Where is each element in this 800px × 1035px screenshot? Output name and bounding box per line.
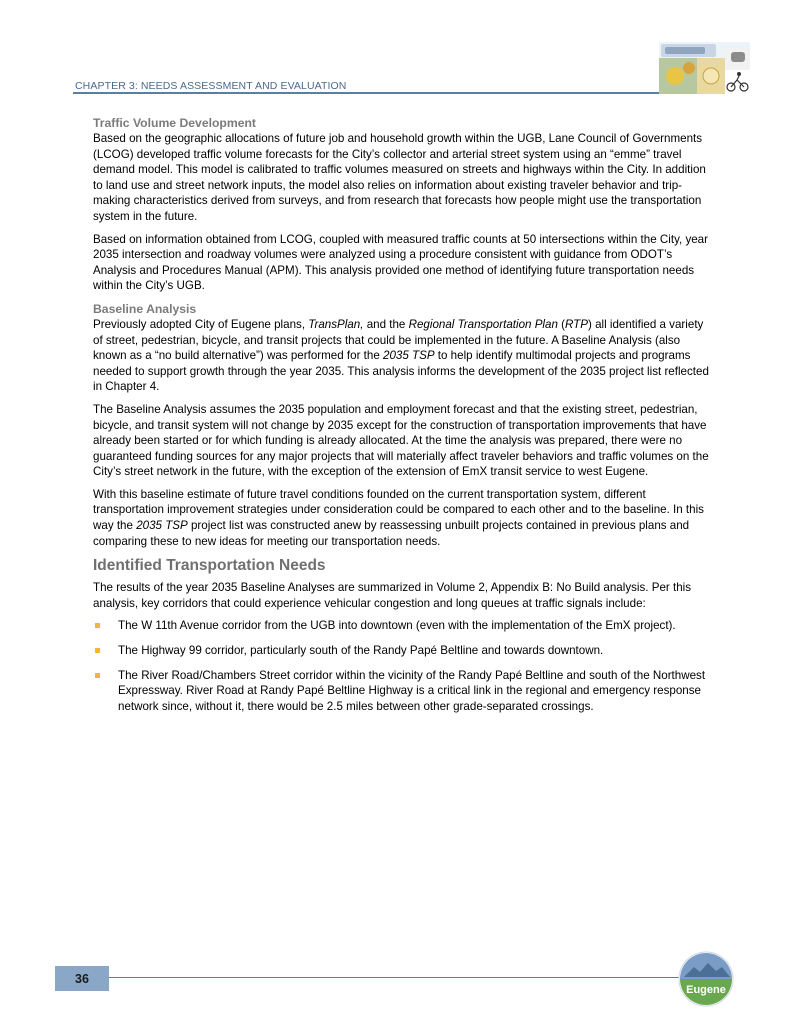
heading-traffic-volume: Traffic Volume Development <box>93 116 256 130</box>
paragraph: Previously adopted City of Eugene plans, TransPlan, and the Regional Transportation Plan (RTP) all identified a variety of street, pedestrian, bicycle, and transit projects that could be implemented in the future. A Baseline Analysis (also known as a “no build alternative”) was performed for the 2035 TSP to help identify multimodal projects and programs needed to support growth through the year 2035. This analysis informs the development of the 2035 project list reflected in Chapter 4. <box>93 317 709 394</box>
bullet-icon <box>95 623 100 628</box>
paragraph: The Baseline Analysis assumes the 2035 population and employment forecast and that the existing street, pedestrian, bicycle, and transit system will not change by 2035 except for the construction of transportation improvements that have already been started or for which funding is already allocated. At the time the analysis was prepared, there were no guaranteed funding sources for any major projects that will materially affect traveler behaviors and traffic volumes on the City’s street network in the future, with the exception of the extension of EmX transit service to west Eugene. <box>93 402 709 479</box>
logo-text: Eugene <box>686 984 726 996</box>
eugene-logo-icon <box>678 951 734 1007</box>
list-item: The Highway 99 corridor, particularly south of the Randy Papé Beltline and towards downtown. <box>93 643 713 659</box>
header-divider <box>73 92 750 94</box>
heading-baseline-analysis: Baseline Analysis <box>93 301 197 316</box>
paragraph: With this baseline estimate of future travel conditions founded on the current transportation system, different transportation improvement strategies under consideration could be compared to each other and to the baseline. In this way the 2035 TSP project list was constructed anew by reassessing unbuilt projects contained in previous plans and comparing these to new ideas for meeting our transportation needs. <box>93 487 704 548</box>
corridor-list <box>93 618 713 714</box>
paragraph: The results of the year 2035 Baseline Analyses are summarized in Volume 2, Appendix B: No Build analysis. Per this analysis, key corridors that could experience vehicular congestion and long queues at traffic signals include: <box>93 581 692 610</box>
transportation-collage-icon <box>659 42 750 94</box>
page-number: 36 <box>55 966 109 991</box>
paragraph: Based on the geographic allocations of future job and household growth within the UGB, Lane Council of Governments (LCOG) developed traffic volume forecasts for the City’s collector and arterial street system using an “emme” travel demand model. This model is calibrated to traffic volumes measured on streets and highways within the City. In addition to land use and street network inputs, the model also relies on information about existing traveler behavior and trip-making characteristics derived from surveys, and from research that forecasts how people might use the transportation system in the future. <box>93 132 706 223</box>
bullet-icon <box>95 648 100 653</box>
main-content <box>93 115 713 723</box>
paragraph: Based on information obtained from LCOG, coupled with measured traffic counts at 50 intersections within the City, year 2035 intersection and roadway volumes were analyzed using a procedure consistent with guidance from ODOT’s Analysis and Procedures Manual (APM). This analysis provided one method of identifying future transportation needs within the City’s UGB. <box>93 232 708 293</box>
footer-divider <box>109 977 689 978</box>
bullet-icon <box>95 673 100 678</box>
heading-identified-needs: Identified Transportation Needs <box>93 557 326 575</box>
list-item: The W 11th Avenue corridor from the UGB into downtown (even with the implementation of the EmX project). <box>93 618 713 634</box>
list-item: The River Road/Chambers Street corridor within the vicinity of the Randy Papé Beltline and south of the Northwest Expressway. River Road at Randy Papé Beltline Highway is a critical link in the regional and emergency response network since, without it, there would be 2.5 miles between other grade-separated crossings. <box>93 668 713 715</box>
chapter-title: CHAPTER 3: NEEDS ASSESSMENT AND EVALUATION <box>75 80 347 92</box>
